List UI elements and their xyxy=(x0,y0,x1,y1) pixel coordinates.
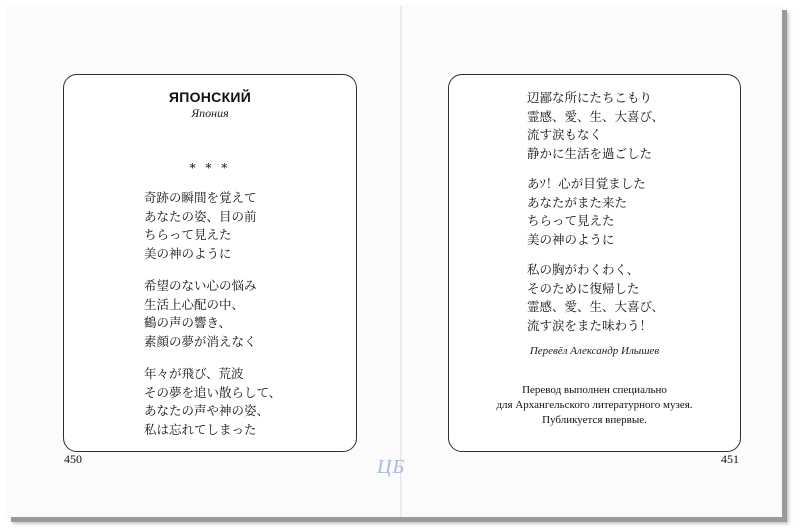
right-page-frame xyxy=(448,74,741,452)
note-line: для Архангельского литературного музея. xyxy=(496,399,693,411)
book-gutter xyxy=(400,5,402,517)
poem-line: そのために復帰した xyxy=(527,280,640,296)
publication-note xyxy=(449,383,740,428)
note-line: Публикуется впервые. xyxy=(542,414,647,426)
right-stanza-3 xyxy=(527,261,664,335)
poem-line: 辺鄙な所にたちこもり xyxy=(527,90,653,105)
poem-line: あなたの声や神の姿、 xyxy=(144,403,270,418)
page-number-right: 451 xyxy=(721,452,739,466)
right-stanza-1 xyxy=(527,89,664,163)
library-stamp: ЦБ xyxy=(377,456,406,478)
poem-line: 生活上心配の中、 xyxy=(144,296,245,312)
poem-line: 霊感、愛、生、大喜び、 xyxy=(527,299,665,314)
poem-line: あなたの姿、目の前 xyxy=(144,208,257,224)
poem-line: 私の胸がわくわく、 xyxy=(527,262,640,277)
poem-line: 私は忘れてしまった xyxy=(144,421,257,437)
left-stanza-1 xyxy=(144,189,257,263)
poem-line: 奇跡の瞬間を覚えて xyxy=(144,190,257,205)
left-stanza-3 xyxy=(144,365,281,439)
poem-line: 素顔の夢が消えなく xyxy=(144,333,257,349)
poem-line: あなたがまた来た xyxy=(527,194,628,210)
poem-line: 美の神のように xyxy=(144,245,232,261)
poem-line: 流す涙をまた味わう！ xyxy=(527,317,653,333)
poem-line: 希望のない心の悩み xyxy=(144,278,257,293)
page-number-left: 450 xyxy=(64,452,82,466)
poem-line: 霊感、愛、生、大喜び、 xyxy=(527,108,665,124)
left-stanza-2 xyxy=(144,277,257,351)
poem-line: 年々が飛び、荒波 xyxy=(144,366,244,381)
country-subtitle: Япония xyxy=(191,106,229,120)
poem-line: あｿ！心が目覚ました xyxy=(527,176,646,191)
poem-line: ちらって見えた xyxy=(527,213,615,228)
note-line: Перевод выполнен специально xyxy=(522,384,667,396)
right-stanza-2 xyxy=(527,175,646,249)
poem-line: 静かに生活を過ごした xyxy=(527,145,653,161)
poem-line: ちらって見えた xyxy=(144,227,232,242)
poem-separator: * * * xyxy=(189,161,231,175)
poem-line: 流す涙もなく xyxy=(527,127,603,142)
poem-line: 美の神のように xyxy=(527,231,615,247)
poem-line: 鶴の声の響き、 xyxy=(144,315,232,330)
translator-credit: Перевёл Александр Илышев xyxy=(529,345,660,357)
language-title: ЯПОНСКИЙ xyxy=(168,89,252,105)
poem-line: その夢を追い散らして、 xyxy=(144,384,282,400)
left-page-frame xyxy=(63,74,357,452)
